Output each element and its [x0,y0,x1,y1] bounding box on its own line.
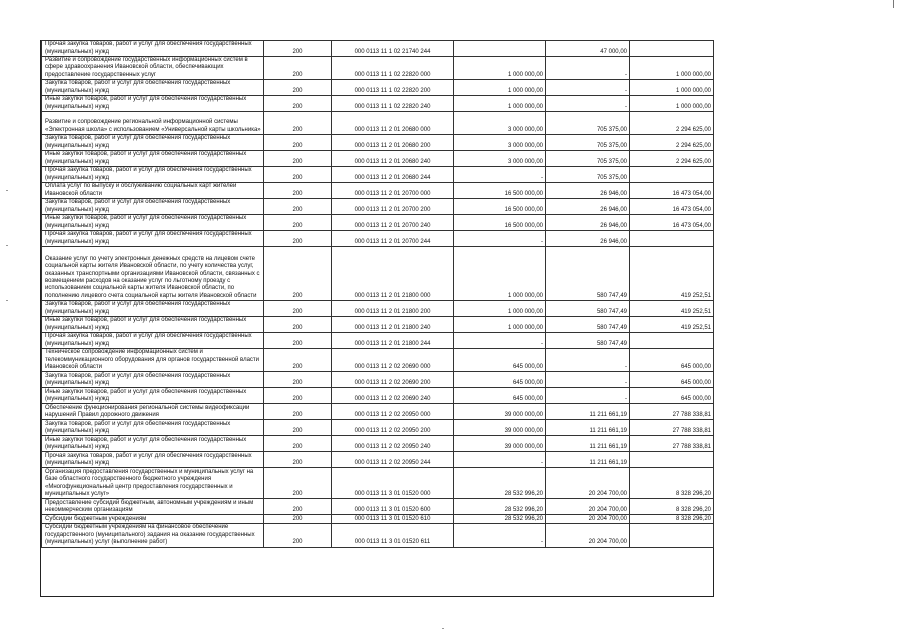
row-name: Обеспечение функционирования региональной системы видеофиксации нарушений Правил дорожного движения [42,404,264,420]
row-executed-amount: 26 946,00 [546,183,630,199]
row-unexecuted-amount: 1 000 000,00 [630,96,714,112]
row-name: Техническое сопровождение информационных систем и телекоммуникационного оборудования для органов государственной власти Ивановской области [42,349,264,372]
row-approved-amount: - [454,452,546,468]
row-budget-code: 000 0113 11 1 02 22820 000 [332,57,454,80]
row-budget-code: 000 0113 11 2 01 21800 000 [332,247,454,301]
table-row [42,388,714,404]
row-unexecuted-amount: 1 000 000,00 [630,57,714,80]
row-name: Закупка товаров, работ и услуг для обеспечения государственных (муниципальных) нужд [42,199,264,215]
scan-dot [6,300,8,301]
row-name: Закупка товаров, работ и услуг для обеспечения государственных (муниципальных) нужд [42,135,264,151]
row-unexecuted-amount [630,452,714,468]
row-unexecuted-amount: 16 473 054,00 [630,183,714,199]
row-budget-code: 000 0113 11 2 02 20690 240 [332,388,454,404]
row-approved-amount: - [454,167,546,183]
row-approved-amount: - [454,524,546,547]
row-unexecuted-amount: 2 294 625,00 [630,135,714,151]
row-executed-amount: 580 747,49 [546,247,630,301]
row-name: Прочая закупка товаров, работ и услуг для обеспечения государственных (муниципальных) нужд [42,41,264,57]
row-approved-amount: 39 000 000,00 [454,436,546,452]
table-row [42,372,714,388]
row-line-code: 200 [264,151,332,167]
row-unexecuted-amount [630,333,714,349]
row-executed-amount: - [546,57,630,80]
row-unexecuted-amount: 645 000,00 [630,388,714,404]
row-name: Предоставление субсидий бюджетным, автономным учреждениям и иным некоммерческим организациям [42,499,264,515]
row-budget-code: 000 0113 11 2 01 20700 240 [332,215,454,231]
row-line-code: 200 [264,388,332,404]
row-executed-amount: 580 747,49 [546,301,630,317]
row-name: Иные закупки товаров, работ и услуг для обеспечения государственных (муниципальных) нужд [42,215,264,231]
row-unexecuted-amount: 8 328 296,20 [630,515,714,524]
row-approved-amount: 645 000,00 [454,372,546,388]
row-executed-amount: 20 204 700,00 [546,468,630,499]
table-row [42,112,714,135]
row-name: Иные закупки товаров, работ и услуг для обеспечения государственных (муниципальных) нужд [42,317,264,333]
row-executed-amount: 705 375,00 [546,112,630,135]
row-budget-code: 000 0113 11 2 02 20690 200 [332,372,454,388]
table-row [42,317,714,333]
row-line-code: 200 [264,247,332,301]
row-line-code: 200 [264,80,332,96]
row-unexecuted-amount: 419 252,51 [630,317,714,333]
row-name: Оказание услуг по учету электронных денежных средств на лицевом счете социальной карты жителя Ивановской области, по учету количества услуг, оказанных транспортными организациями Ивановской области, связанных с возмещением расходов на оказание услуг по льготному проезду с использованием социальной карты жителя Ивановской области, по пополнению лицевого счета социальной карты жителя Ивановской области [42,247,264,301]
row-line-code: 200 [264,499,332,515]
row-line-code: 200 [264,57,332,80]
row-name: Прочая закупка товаров, работ и услуг для обеспечения государственных (муниципальных) нужд [42,452,264,468]
table-row [42,41,714,57]
row-line-code: 200 [264,317,332,333]
table-row [42,452,714,468]
row-name: Закупка товаров, работ и услуг для обеспечения государственных (муниципальных) нужд [42,80,264,96]
row-budget-code: 000 0113 11 1 02 22820 200 [332,80,454,96]
table-row [42,404,714,420]
row-line-code: 200 [264,349,332,372]
table-row [42,499,714,515]
row-budget-code: 000 0113 11 2 01 20680 244 [332,167,454,183]
row-executed-amount: 20 204 700,00 [546,515,630,524]
row-approved-amount [454,41,546,57]
row-name: Закупка товаров, работ и услуг для обеспечения государственных (муниципальных) нужд [42,301,264,317]
row-executed-amount: - [546,372,630,388]
row-line-code: 200 [264,215,332,231]
row-budget-code: 000 0113 11 3 01 01520 610 [332,515,454,524]
row-budget-code: 000 0113 11 1 02 21740 244 [332,41,454,57]
table-row [42,183,714,199]
table-row [42,436,714,452]
row-executed-amount: 705 375,00 [546,167,630,183]
row-approved-amount: 1 000 000,00 [454,80,546,96]
row-budget-code: 000 0113 11 2 01 20700 244 [332,231,454,247]
row-approved-amount: 3 000 000,00 [454,151,546,167]
row-unexecuted-amount [630,231,714,247]
row-line-code: 200 [264,301,332,317]
scan-dot [6,190,8,191]
row-budget-code: 000 0113 11 3 01 01520 600 [332,499,454,515]
table-row [42,247,714,301]
table-row [42,524,714,547]
row-approved-amount: 28 532 996,20 [454,499,546,515]
row-budget-code: 000 0113 11 2 01 20700 000 [332,183,454,199]
row-approved-amount: 1 000 000,00 [454,96,546,112]
table-row [42,215,714,231]
row-line-code: 200 [264,452,332,468]
row-approved-amount: 39 000 000,00 [454,404,546,420]
table-row [42,349,714,372]
row-line-code: 200 [264,112,332,135]
row-name: Прочая закупка товаров, работ и услуг для обеспечения государственных (муниципальных) нужд [42,333,264,349]
row-approved-amount: 28 532 996,20 [454,468,546,499]
row-approved-amount: 645 000,00 [454,349,546,372]
row-executed-amount: 26 946,00 [546,215,630,231]
row-name: Прочая закупка товаров, работ и услуг для обеспечения государственных (муниципальных) нужд [42,231,264,247]
row-name: Иные закупки товаров, работ и услуг для обеспечения государственных (муниципальных) нужд [42,151,264,167]
row-unexecuted-amount: 27 788 338,81 [630,436,714,452]
row-line-code: 200 [264,420,332,436]
scan-edge-mark [893,0,894,8]
row-executed-amount: 11 211 661,19 [546,420,630,436]
row-line-code: 200 [264,96,332,112]
table-row [42,199,714,215]
row-executed-amount: - [546,349,630,372]
row-unexecuted-amount: 1 000 000,00 [630,80,714,96]
row-name: Иные закупки товаров, работ и услуг для обеспечения государственных (муниципальных) нужд [42,388,264,404]
budget-report-sheet [40,40,714,597]
table-row [42,167,714,183]
row-name: Субсидии бюджетным учреждениям на финансовое обеспечение государственного (муниципального) задания на оказание государственных (муниципальных) услуг (выполнение работ) [42,524,264,547]
row-unexecuted-amount: 16 473 054,00 [630,199,714,215]
row-executed-amount: 11 211 661,19 [546,404,630,420]
row-budget-code: 000 0113 11 3 01 01520 000 [332,468,454,499]
table-row [42,151,714,167]
row-approved-amount: 1 000 000,00 [454,247,546,301]
row-unexecuted-amount: 27 788 338,81 [630,420,714,436]
row-executed-amount: 26 946,00 [546,231,630,247]
row-line-code: 200 [264,183,332,199]
table-row [42,80,714,96]
row-approved-amount: 16 500 000,00 [454,215,546,231]
row-executed-amount: 26 946,00 [546,199,630,215]
row-executed-amount: 580 747,49 [546,317,630,333]
row-approved-amount: 39 000 000,00 [454,420,546,436]
row-line-code: 200 [264,199,332,215]
row-name: Развитие и сопровождение государственных информационных систем в сфере здравоохранения Ивановской области, обеспечивающих предоставление государственных услуг [42,57,264,80]
table-row [42,468,714,499]
row-name: Организация предоставления государственных и муниципальных услуг на базе областного государственного бюджетного учреждения «Многофункциональный центр предоставления государственных и муниципальных услуг» [42,468,264,499]
row-unexecuted-amount: 645 000,00 [630,372,714,388]
scan-dot [442,628,444,629]
row-budget-code: 000 0113 11 2 02 20950 200 [332,420,454,436]
row-executed-amount: 705 375,00 [546,151,630,167]
table-row [42,231,714,247]
table-row [42,135,714,151]
row-name: Иные закупки товаров, работ и услуг для обеспечения государственных (муниципальных) нужд [42,436,264,452]
row-name: Закупка товаров, работ и услуг для обеспечения государственных (муниципальных) нужд [42,420,264,436]
row-executed-amount: 11 211 661,19 [546,436,630,452]
table-row [42,515,714,524]
row-executed-amount: - [546,388,630,404]
row-budget-code: 000 0113 11 2 02 20950 000 [332,404,454,420]
row-unexecuted-amount [630,524,714,547]
row-approved-amount: 1 000 000,00 [454,57,546,80]
row-budget-code: 000 0113 11 2 01 21800 240 [332,317,454,333]
row-line-code: 200 [264,436,332,452]
budget-expenditure-table [41,40,714,548]
row-name: Оплата услуг по выпуску и обслуживанию социальных карт жителей Ивановской области [42,183,264,199]
row-unexecuted-amount: 419 252,51 [630,301,714,317]
row-budget-code: 000 0113 11 2 01 20680 200 [332,135,454,151]
row-approved-amount: 28 532 996,20 [454,515,546,524]
row-approved-amount: 645 000,00 [454,388,546,404]
row-executed-amount: 20 204 700,00 [546,499,630,515]
row-line-code: 200 [264,372,332,388]
row-unexecuted-amount: 419 252,51 [630,247,714,301]
row-name: Прочая закупка товаров, работ и услуг для обеспечения государственных (муниципальных) нужд [42,167,264,183]
row-approved-amount: 3 000 000,00 [454,112,546,135]
row-line-code: 200 [264,468,332,499]
row-unexecuted-amount: 8 328 296,20 [630,499,714,515]
row-name: Субсидии бюджетным учреждениям [42,515,264,524]
row-name: Развитие и сопровождение региональной информационной системы «Электронная школа» с использованием «Универсальной карты школьника» [42,112,264,135]
row-unexecuted-amount [630,41,714,57]
row-budget-code: 000 0113 11 2 02 20950 244 [332,452,454,468]
row-budget-code: 000 0113 11 2 01 21800 244 [332,333,454,349]
row-budget-code: 000 0113 11 2 01 21800 200 [332,301,454,317]
scan-dot [6,245,8,246]
row-line-code: 200 [264,41,332,57]
row-executed-amount: 47 000,00 [546,41,630,57]
row-budget-code: 000 0113 11 2 01 20700 200 [332,199,454,215]
row-approved-amount: 16 500 000,00 [454,199,546,215]
row-unexecuted-amount: 16 473 054,00 [630,215,714,231]
row-name: Иные закупки товаров, работ и услуг для обеспечения государственных (муниципальных) нужд [42,96,264,112]
row-approved-amount: 16 500 000,00 [454,183,546,199]
row-approved-amount: 1 000 000,00 [454,301,546,317]
row-unexecuted-amount: 645 000,00 [630,349,714,372]
row-budget-code: 000 0113 11 2 01 20680 240 [332,151,454,167]
table-row [42,420,714,436]
row-approved-amount: 1 000 000,00 [454,317,546,333]
row-line-code: 200 [264,524,332,547]
row-line-code: 200 [264,231,332,247]
row-executed-amount: - [546,96,630,112]
row-unexecuted-amount: 27 788 338,81 [630,404,714,420]
row-executed-amount: 580 747,49 [546,333,630,349]
row-unexecuted-amount [630,167,714,183]
row-executed-amount: 11 211 661,19 [546,452,630,468]
row-line-code: 200 [264,167,332,183]
row-line-code: 200 [264,515,332,524]
row-budget-code: 000 0113 11 2 02 20690 000 [332,349,454,372]
row-budget-code: 000 0113 11 3 01 01520 611 [332,524,454,547]
row-name: Закупка товаров, работ и услуг для обеспечения государственных (муниципальных) нужд [42,372,264,388]
row-budget-code: 000 0113 11 2 01 20680 000 [332,112,454,135]
table-row [42,57,714,80]
row-budget-code: 000 0113 11 1 02 22820 240 [332,96,454,112]
row-unexecuted-amount: 2 294 625,00 [630,151,714,167]
row-unexecuted-amount: 8 328 296,20 [630,468,714,499]
table-row [42,96,714,112]
row-approved-amount: - [454,231,546,247]
row-unexecuted-amount: 2 294 625,00 [630,112,714,135]
row-line-code: 200 [264,404,332,420]
row-budget-code: 000 0113 11 2 02 20950 240 [332,436,454,452]
row-line-code: 200 [264,333,332,349]
table-row [42,333,714,349]
row-approved-amount: 3 000 000,00 [454,135,546,151]
row-executed-amount: - [546,80,630,96]
row-line-code: 200 [264,135,332,151]
row-approved-amount: - [454,333,546,349]
table-row [42,301,714,317]
row-executed-amount: 20 204 700,00 [546,524,630,547]
row-executed-amount: 705 375,00 [546,135,630,151]
